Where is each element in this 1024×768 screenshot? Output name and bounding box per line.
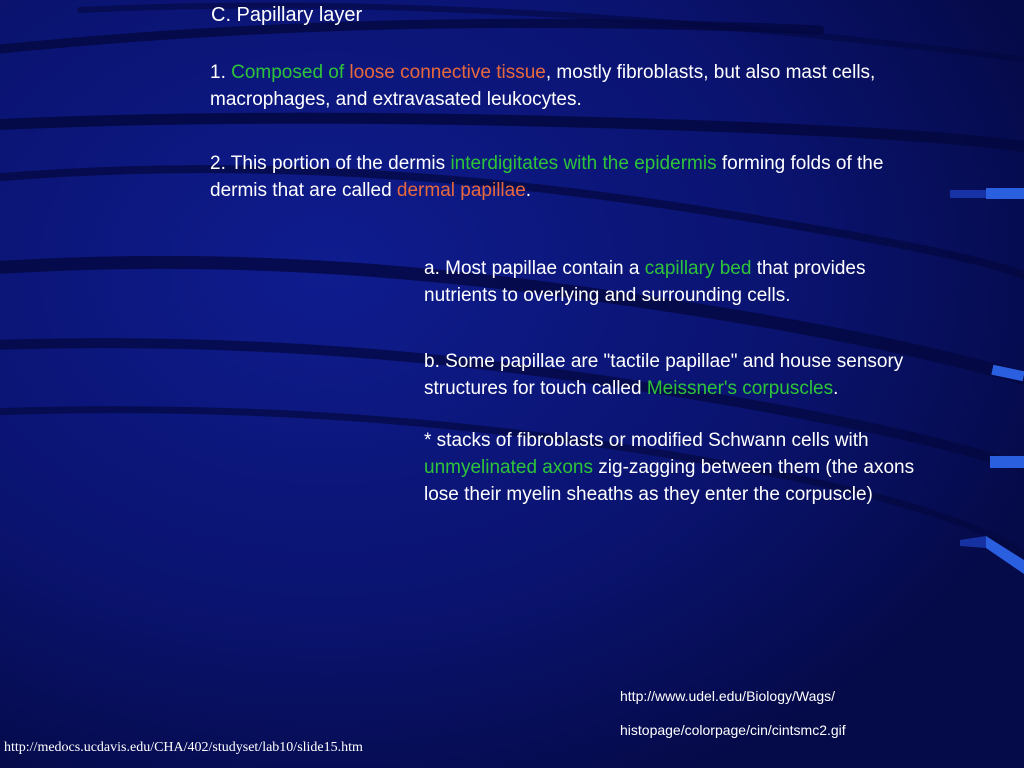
point-b-line-2	[424, 375, 903, 402]
point-b-tactile-papillae	[424, 348, 903, 402]
point-a-rest: that provides	[751, 258, 866, 279]
point-2-line-1	[210, 150, 883, 177]
point-a-lead: a. Most papillae contain a	[424, 258, 645, 279]
point-a-line-1	[424, 255, 866, 282]
term-composed-of: Composed of	[231, 62, 350, 83]
point-2-line-2	[210, 177, 883, 204]
point-b-line-1: b. Some papillae are "tactile papillae" and house sensory	[424, 351, 904, 372]
note-line-3: lose their myelin sheaths as they enter the corpuscle)	[424, 484, 873, 505]
point-1-line-2: macrophages, and extravasated leukocytes.	[210, 89, 582, 110]
note-corpuscle-structure	[424, 427, 914, 508]
term-meissners-corpuscles: Meissner's corpuscles	[646, 378, 834, 399]
point-1-number: 1.	[210, 62, 232, 83]
term-dermal-papillae: dermal papillae	[396, 180, 526, 201]
term-unmyelinated-axons: unmyelinated axons	[424, 457, 593, 478]
point-1-rest: , mostly fibroblasts, but also mast cells,	[545, 62, 876, 83]
point-1-line-1	[210, 59, 875, 86]
point-2-line-2-end: .	[525, 180, 532, 201]
point-2-rest: forming folds of the	[716, 153, 884, 174]
point-2-interdigitation	[210, 150, 883, 204]
source-url-ucdavis[interactable]: http://medocs.ucdavis.edu/CHA/402/studyset/lab10/slide15.htm	[4, 740, 363, 755]
source-url-udel-line-2[interactable]: histopage/colorpage/cin/cintsmc2.gif	[620, 722, 846, 738]
point-2-lead: 2. This portion of the dermis	[210, 153, 451, 174]
point-a-capillary-bed	[424, 255, 866, 309]
term-loose-connective-tissue: loose connective tissue	[349, 62, 546, 83]
point-2-line-2-lead: dermis that are called	[210, 180, 397, 201]
slide-title: C. Papillary layer	[211, 4, 363, 26]
point-1-composition	[210, 59, 875, 113]
note-line-2	[424, 454, 914, 481]
point-b-line-2-end: .	[833, 378, 839, 399]
note-line-1: * stacks of fibroblasts or modified Schwann cells with	[424, 430, 869, 451]
point-a-line-2: nutrients to overlying and surrounding cells.	[424, 285, 791, 306]
term-interdigitates: interdigitates with the epidermis	[450, 153, 717, 174]
note-line-2-rest: zig-zagging between them (the axons	[593, 457, 915, 478]
source-url-udel-line-1[interactable]: http://www.udel.edu/Biology/Wags/	[620, 688, 836, 704]
point-b-line-2-lead: structures for touch called	[424, 378, 647, 399]
term-capillary-bed: capillary bed	[644, 258, 752, 279]
